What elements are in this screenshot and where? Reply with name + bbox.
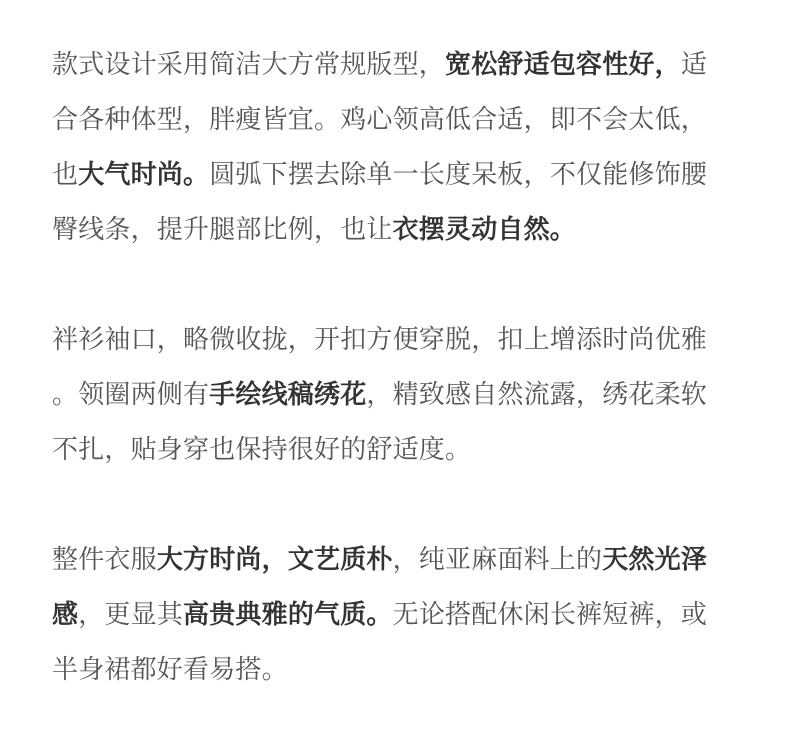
text-run: 圆弧下摆去除单一长度呆板，不仅能修饰腰 xyxy=(209,160,708,190)
text-run: ，精致感自然流露，绣花柔软 xyxy=(366,380,708,410)
text-run: ，纯亚麻面料上的 xyxy=(392,545,603,575)
text-run: 臀线条，提升腿部比例，也让 xyxy=(52,215,393,245)
text-run: 适 xyxy=(680,50,708,80)
text-line xyxy=(52,38,742,93)
paragraph-spacer xyxy=(52,258,742,313)
text-run-bold: 高贵典雅的气质。 xyxy=(183,600,393,630)
paragraph-overall-style xyxy=(52,533,742,698)
text-line xyxy=(52,643,742,698)
text-run-bold: 手绘线稿绣花 xyxy=(209,380,367,410)
text-run: 半身裙都好看易搭。 xyxy=(52,655,288,685)
text-line xyxy=(52,533,742,588)
paragraph-spacer xyxy=(52,478,742,533)
text-run: 不扎，贴身穿也保持很好的舒适度。 xyxy=(52,435,472,465)
text-run: 款式设计采用简洁大方常规版型， xyxy=(52,50,446,80)
text-line xyxy=(52,368,742,423)
text-line xyxy=(52,588,742,643)
text-run-bold: 天然光泽 xyxy=(602,545,708,575)
text-line xyxy=(52,203,742,258)
text-run: 合各种体型，胖瘦皆宜。鸡心领高低合适，即不会太低， xyxy=(52,105,708,135)
text-run-bold: 感 xyxy=(52,600,79,630)
paragraph-cuff-embroidery xyxy=(52,313,742,478)
text-line xyxy=(52,313,742,368)
text-run: 无论搭配休闲长裤短裤，或 xyxy=(392,600,708,630)
product-description xyxy=(52,38,742,698)
text-line xyxy=(52,93,742,148)
text-line xyxy=(52,423,742,478)
text-run: 也 xyxy=(52,160,79,190)
text-run: 。领圈两侧有 xyxy=(52,380,210,410)
text-run: 整件衣服 xyxy=(52,545,157,575)
text-run-bold: 衣摆灵动自然。 xyxy=(392,215,577,245)
text-run: ，更显其 xyxy=(78,600,184,630)
text-run-bold: 大气时尚。 xyxy=(78,160,210,190)
text-line xyxy=(52,148,742,203)
text-run-bold: 宽松舒适包容性好， xyxy=(445,50,681,80)
text-run: 袢衫袖口，略微收拢，开扣方便穿脱，扣上增添时尚优雅 xyxy=(52,325,708,355)
text-run-bold: 大方时尚，文艺质朴 xyxy=(156,545,393,575)
paragraph-style-design xyxy=(52,38,742,258)
